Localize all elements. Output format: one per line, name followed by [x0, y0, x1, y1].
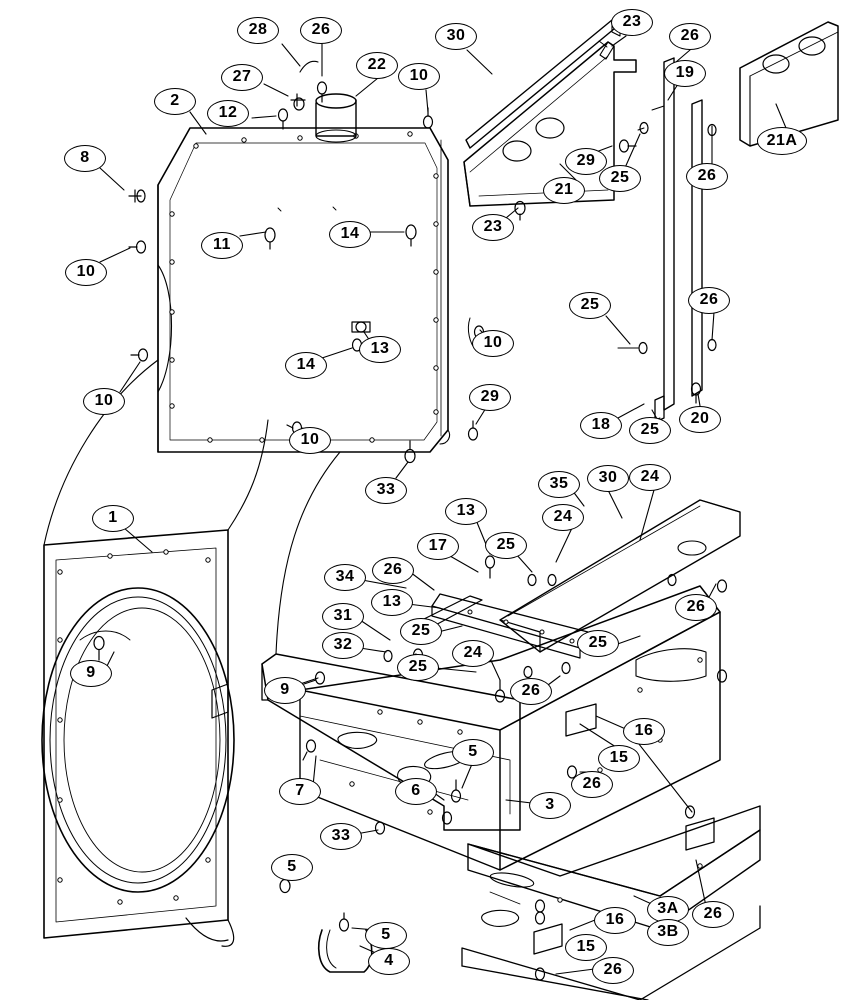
callout-26: 26	[300, 17, 342, 44]
callout-26: 26	[675, 594, 717, 621]
callout-5: 5	[452, 739, 494, 766]
callout-15: 15	[598, 745, 640, 772]
callout-24: 24	[452, 640, 494, 667]
callout-33: 33	[320, 823, 362, 850]
callout-23: 23	[611, 9, 653, 36]
callout-25: 25	[397, 654, 439, 681]
callout-16: 16	[623, 718, 665, 745]
callout-14: 14	[285, 352, 327, 379]
part-1-fan-shroud	[42, 530, 290, 946]
callout-14: 14	[329, 221, 371, 248]
callout-24: 24	[542, 504, 584, 531]
callout-26: 26	[688, 287, 730, 314]
callout-25: 25	[599, 165, 641, 192]
callout-13: 13	[445, 498, 487, 525]
callout-12: 12	[207, 100, 249, 127]
callout-10: 10	[65, 259, 107, 286]
callout-25: 25	[485, 532, 527, 559]
callout-5: 5	[271, 854, 313, 881]
callout-20: 20	[679, 406, 721, 433]
callout-34: 34	[324, 564, 366, 591]
callout-26: 26	[592, 957, 634, 984]
callout-26: 26	[372, 557, 414, 584]
callout-6: 6	[395, 778, 437, 805]
callout-26: 26	[510, 678, 552, 705]
callout-22: 22	[356, 52, 398, 79]
callout-3B: 3B	[647, 919, 689, 946]
panel-2-fasteners	[129, 61, 484, 462]
callout-11: 11	[201, 232, 243, 259]
callout-10: 10	[289, 427, 331, 454]
callout-10: 10	[83, 388, 125, 415]
parts-18-19-20-rails	[618, 58, 716, 426]
callout-29: 29	[469, 384, 511, 411]
callout-31: 31	[322, 603, 364, 630]
callout-16: 16	[594, 907, 636, 934]
callout-19: 19	[664, 60, 706, 87]
callout-27: 27	[221, 64, 263, 91]
callout-30: 30	[435, 23, 477, 50]
part-2-side-panel	[158, 128, 450, 452]
callout-5: 5	[365, 922, 407, 949]
part-4-handle	[319, 913, 372, 972]
callout-26: 26	[686, 163, 728, 190]
callout-13: 13	[359, 336, 401, 363]
callout-2: 2	[154, 88, 196, 115]
callout-26: 26	[571, 771, 613, 798]
callout-35: 35	[538, 471, 580, 498]
callout-30: 30	[587, 465, 629, 492]
callout-21: 21	[543, 177, 585, 204]
callout-25: 25	[569, 292, 611, 319]
callout-9: 9	[264, 677, 306, 704]
callout-32: 32	[322, 632, 364, 659]
callout-17: 17	[417, 533, 459, 560]
callout-10: 10	[472, 330, 514, 357]
callout-33: 33	[365, 477, 407, 504]
callout-23: 23	[472, 214, 514, 241]
callout-4: 4	[368, 948, 410, 975]
callout-8: 8	[64, 145, 106, 172]
callout-3: 3	[529, 792, 571, 819]
callout-18: 18	[580, 412, 622, 439]
callout-3A: 3A	[647, 896, 689, 923]
callout-9: 9	[70, 660, 112, 687]
callout-24: 24	[629, 464, 671, 491]
callout-25: 25	[577, 630, 619, 657]
callout-15: 15	[565, 934, 607, 961]
callout-29: 29	[565, 148, 607, 175]
callout-26: 26	[692, 901, 734, 928]
callout-25: 25	[400, 618, 442, 645]
callout-21A: 21A	[757, 127, 807, 155]
callout-26: 26	[669, 23, 711, 50]
callout-25: 25	[629, 417, 671, 444]
callout-10: 10	[398, 63, 440, 90]
callout-28: 28	[237, 17, 279, 44]
callout-1: 1	[92, 505, 134, 532]
callout-13: 13	[371, 589, 413, 616]
callout-7: 7	[279, 778, 321, 805]
